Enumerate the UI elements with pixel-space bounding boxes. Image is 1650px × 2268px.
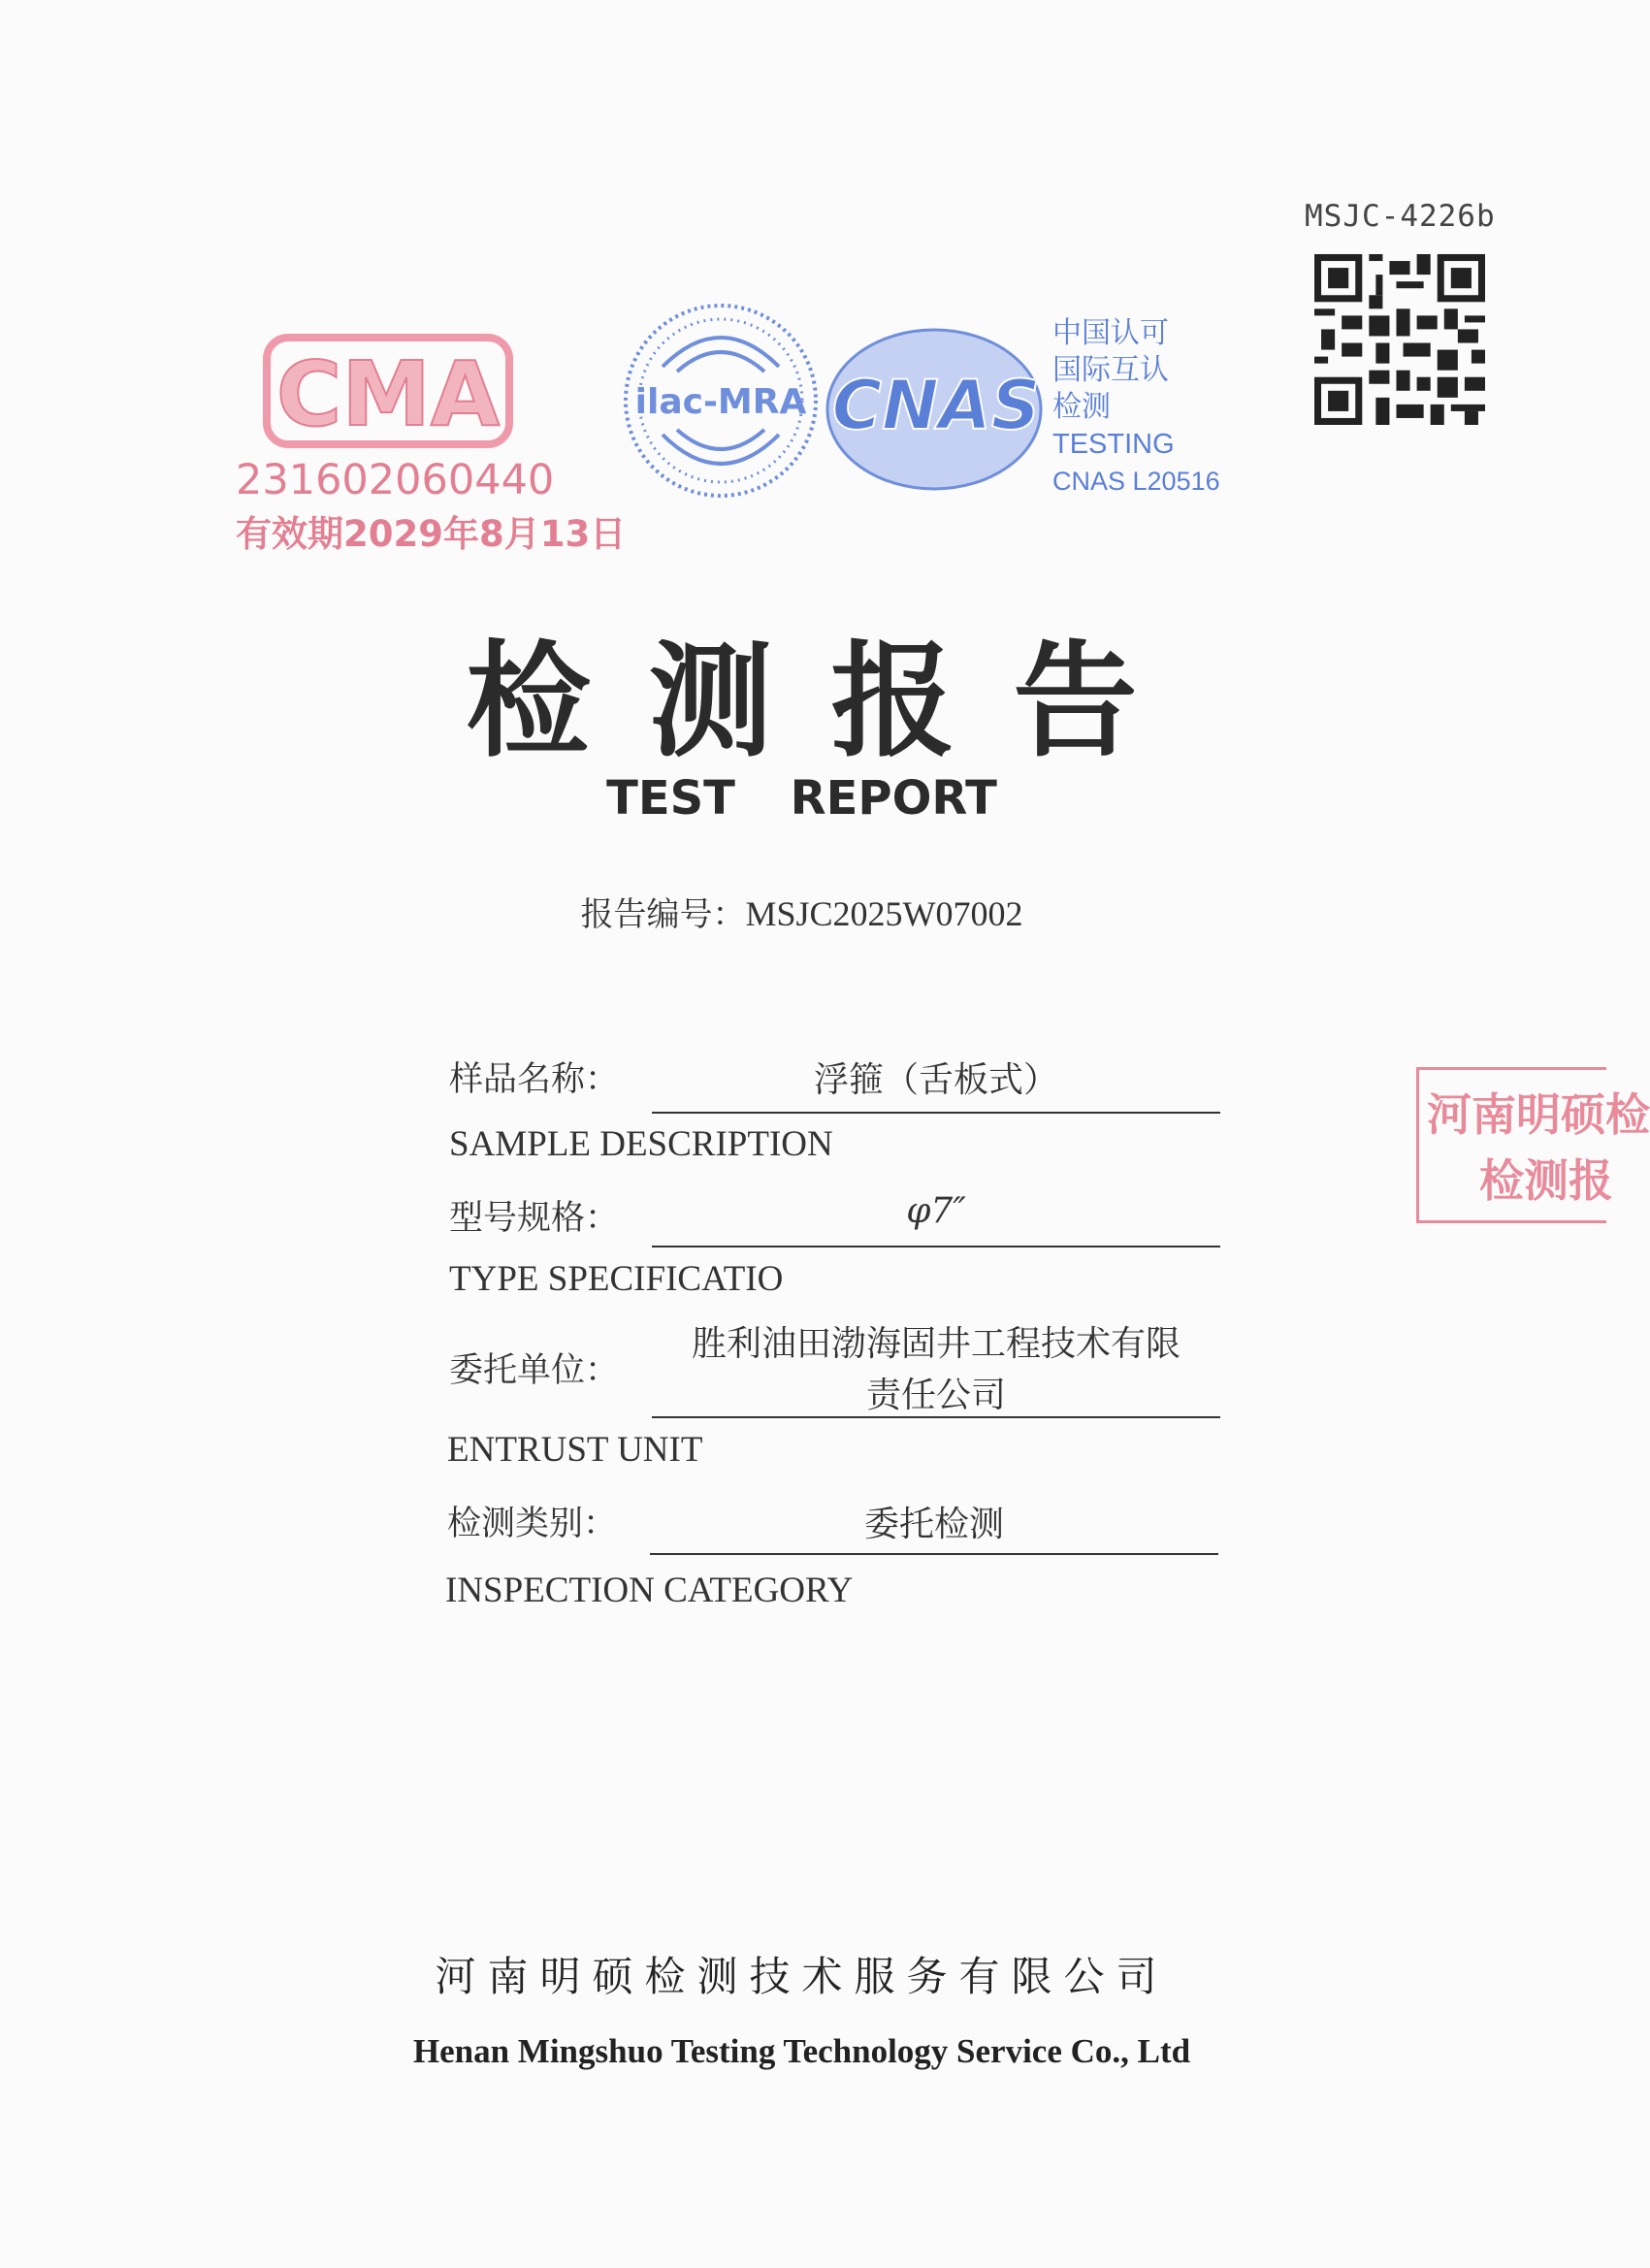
type-specification-underline [652, 1246, 1220, 1247]
type-specification-value: φ7″ [906, 1191, 966, 1231]
inspection-category-underline [650, 1553, 1218, 1555]
company-name-cn: 河南明硕检测技术服务有限公司 [435, 1953, 1169, 2000]
inspection-category-label-en: INSPECTION CATEGORY [445, 1571, 854, 1610]
report-number [0, 888, 1603, 935]
svg-text:ilac-MRA: ilac-MRA [634, 382, 807, 422]
ilac-mra-seal-logo [619, 299, 823, 502]
cnas-line-2: 国际互认 [1052, 353, 1169, 387]
entrust-unit-value-line1: 胜利油田渤海固井工程技术有限 [691, 1324, 1181, 1364]
document-code: MSJC-4226b [1305, 199, 1496, 234]
cnas-accreditation-number: CNAS L20516 [1052, 467, 1220, 496]
cma-cert-number: 231602060440 [236, 456, 555, 504]
company-seal-partial [1416, 1067, 1650, 1223]
cnas-seal-text [1052, 315, 1220, 500]
svg-text:CMA: CMA [275, 342, 501, 446]
sample-description-underline [652, 1112, 1220, 1114]
cma-seal-logo [262, 320, 514, 461]
inspection-category-value: 委托检测 [863, 1505, 1004, 1544]
entrust-unit-label-en: ENTRUST UNIT [447, 1430, 703, 1470]
entrust-unit-underline [652, 1416, 1220, 1418]
cma-validity: 有效期2029年8月13日 [236, 513, 627, 555]
report-title-en: TEST REPORT [606, 771, 997, 826]
cnas-line-3: 检测 [1052, 390, 1111, 424]
type-specification-label-cn: 型号规格： [449, 1199, 620, 1238]
svg-text:CNAS: CNAS [831, 366, 1041, 445]
sample-description-label-cn: 样品名称： [449, 1060, 620, 1099]
sample-description-label-en: SAMPLE DESCRIPTION [449, 1124, 833, 1164]
cnas-line-4: TESTING [1052, 429, 1175, 460]
cnas-line-1: 中国认可 [1052, 316, 1169, 350]
sample-description-value: 浮箍（舌板式） [813, 1060, 1058, 1100]
inspection-category-label-cn: 检测类别： [447, 1505, 618, 1543]
report-number-label: 报告编号： [580, 895, 746, 934]
side-seal-line1: 河南明硕检 [1427, 1088, 1650, 1141]
type-specification-label-en: TYPE SPECIFICATIO [449, 1259, 784, 1299]
company-name-en: Henan Mingshuo Testing Technology Service Co., Ltd [412, 2032, 1191, 2070]
report-number-value: MSJC2025W07002 [745, 894, 1023, 933]
qr-code-icon [1314, 254, 1485, 425]
side-seal-line2: 检测报 [1479, 1154, 1613, 1207]
entrust-unit-label-cn: 委托单位： [449, 1351, 620, 1390]
cnas-seal-logo [820, 320, 1052, 495]
entrust-unit-value-line2: 责任公司 [865, 1376, 1006, 1415]
report-title-cn: 检测报告 [466, 629, 1196, 774]
